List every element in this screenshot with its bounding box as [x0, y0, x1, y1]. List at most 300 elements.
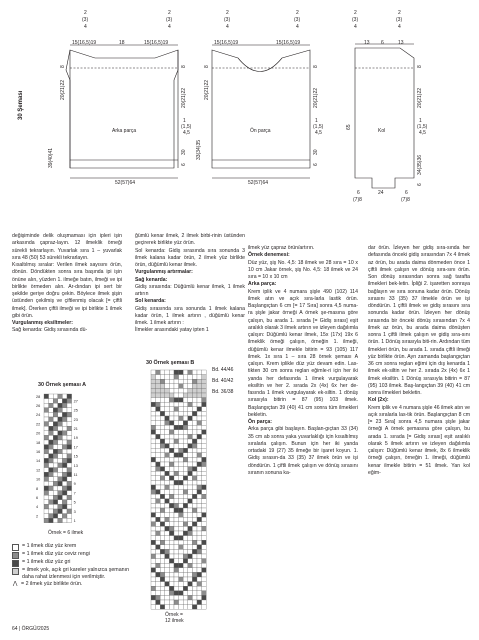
chart-b-cell [174, 559, 179, 564]
chart-b-cell [197, 591, 202, 596]
chart-b-cell [156, 398, 161, 403]
chart-b-cell [160, 375, 165, 380]
chart-b-cell [197, 549, 202, 554]
chart-a-cell [53, 468, 58, 473]
chart-b-cell [174, 563, 179, 568]
chart-b-cell [192, 494, 197, 499]
chart-b-cell [151, 595, 156, 600]
chart-b-cell [151, 430, 156, 435]
chart-b-cell [188, 457, 193, 462]
paragraph: dar örün. İzleyen her gidiş sıra-sında her defasında önceki gidiş sırasından 7x 4 ilmek az örün, bu arada daima dönmeden önce 1 çiftli ilmek çalışın ve dönüş sıra-sını örün. Son dönüş sırasından sonra sağ tarafta ilmekleri bek-letin. İpliği 2. işaretten sonraya bağlayın ve sıra sonuna kadar örün. Dönüş sırasını 33 (35) 37 ilmekle örün ve işi döndürün. 1 çiftli ilmek ve gidiş sırasını sıra sonunda kadar örün. İzleyen her dönüş sırasında bir önceki dönüş sırasından 7x 4 ilmek az örün, bu arada daima dönüşten sonra 1 çiftli ilmek çalışın ve gidiş sıra-sını örün. 1 Dönüş sırasıyla biti-rin. Ardından tüm ilmekleri örün, bu arada 1. sırada çiftli ilmeği yüz birlikte örün. Ayrı zamanda başlangıçtan 36 cm sonra reglan eğimi için dış kenarda 1 ilmek ek-siltin ve her 2. sırada 2x (4x) 6x 1 ilmek eksiltin. 1 Dönüş sırasıyla bitirin = 87 (95) 103 ilmek. Baş-langıçtan 39 (40) 41 cm sonra ilmekleri bekletin. [368, 245, 470, 396]
chart-b-cell [165, 572, 170, 577]
chart-b-cell [197, 485, 202, 490]
chart-a-row-number: 17 [73, 445, 78, 450]
chart-b-cell [151, 536, 156, 541]
chart-b-cell [197, 517, 202, 522]
chart-a-row-number: 25 [73, 408, 78, 413]
chart-b-cell [179, 407, 184, 412]
chart-b-cell [160, 531, 165, 536]
paragraph: Krem iplik ve 4 numara şişle 490 (102) 114 ilmek atın ve açık sıra-larla lastik örün. Başlangıçtan 6 cm [= 17 Sıra] sonra 4,5 numa-ra şişle jakar örneği A örnek şe-masına göre çalışın, bu arada 1. sırada [= Gidiş sırası] eşit aralıklı olarak 3 ilmek artırın ve izleyen dağılımla çalışın: Düğümlü kenar ilmek, 15x (17x) 19x 6 ilmeklik örneği çalışın, örneğin 1. ilmeği, düğümlü kenar ilmekle bitirin = 93 (105) 117 ilmek. 1x sıra 1 – sıra 28 örnek şeması A çalışın. Krem iplikle düz yüz devam edin. Las-tikten 30 cm sonra reglan eğimle-ri için her iki yanda her defasında 1 ilmek vurgulayarak eksiltin ve her 2. sırada 2x (4x) 6x her de-fasında 1 ilmek vurgulayarak ek-siltin. 1 dönüş sırasıyla bitirin = 87 (95) 103 ilmek. Başlangıçtan 39 (40) 41 cm sonra tüm ilmekleri bekletin. [248, 288, 358, 418]
chart-b-cell [169, 457, 174, 462]
chart-b-cell [192, 453, 197, 458]
legend-text: = 1 ilmek düz yüz ceviz rengi [22, 551, 90, 557]
chart-b-cell [197, 559, 202, 564]
chart-b-cell [197, 508, 202, 513]
chart-b-cell [188, 536, 193, 541]
back-right-dim-15: (1,5) [181, 124, 192, 130]
chart-b-cell [188, 411, 193, 416]
chart-a-cell [58, 486, 63, 491]
paragraph: İlmekler arasındaki yatay ipten 1 [135, 327, 209, 334]
back-title: Arka parça [112, 128, 137, 134]
chart-b-cell [160, 490, 165, 495]
chart-b-cell [169, 444, 174, 449]
chart-b-cell [169, 370, 174, 375]
chart-b-cell [151, 471, 156, 476]
chart-b-cell [197, 600, 202, 605]
chart-b-cell [156, 467, 161, 472]
chart-b-cell [188, 467, 193, 472]
chart-a-cell [53, 477, 58, 482]
chart-b-cell [183, 388, 188, 393]
chart-a-cell [62, 463, 67, 468]
chart-b-cell [179, 595, 184, 600]
chart-b-cell [183, 393, 188, 398]
chart-a-cell [44, 412, 49, 417]
chart-b-cell [188, 494, 193, 499]
chart-b-cell [183, 421, 188, 426]
chart-b-cell [151, 480, 156, 485]
svg-text:(3): (3) [396, 17, 403, 23]
chart-b-cell [192, 522, 197, 527]
chart-b-cell [192, 485, 197, 490]
chart-b-cell [160, 476, 165, 481]
chart-a-cell [67, 399, 72, 404]
chart-b-cell [165, 462, 170, 467]
chart-b-cell [174, 540, 179, 545]
chart-b-cell [165, 499, 170, 504]
chart-b-cell [169, 388, 174, 393]
chart-a-cell [49, 468, 54, 473]
chart-a-cell [44, 518, 49, 523]
chart-b-cell [156, 457, 161, 462]
chart-b-cell [156, 595, 161, 600]
chart-a-cell [53, 422, 58, 427]
chart-b-cell [160, 379, 165, 384]
chart-a-cell [58, 509, 63, 514]
chart-b-cell [160, 467, 165, 472]
paragraph: ğümlü kenar ilmek, 2 ilmek birbi-rinin üstünden geçirerek birlikte yüz örün. [135, 233, 245, 247]
chart-b-cell [192, 457, 197, 462]
chart-b-cell [169, 439, 174, 444]
chart-b-cell [151, 600, 156, 605]
chart-a-cell [58, 514, 63, 519]
chart-a-cell [67, 518, 72, 523]
chart-b-cell [192, 448, 197, 453]
chart-b-cell [183, 549, 188, 554]
front-right-dim-top: 8 [313, 65, 319, 68]
chart-b-cell [165, 457, 170, 462]
chart-b-cell [192, 563, 197, 568]
chart-b-cell [183, 398, 188, 403]
chart-b-cell [165, 582, 170, 587]
chart-b-cell [151, 425, 156, 430]
chart-b-cell [156, 444, 161, 449]
chart-b-cell [174, 522, 179, 527]
chart-b-cell [174, 462, 179, 467]
sleeve-outline [355, 48, 414, 188]
chart-b-cell [174, 393, 179, 398]
chart-b-cell [197, 402, 202, 407]
chart-a-cell [49, 399, 54, 404]
chart-b-cell [160, 444, 165, 449]
chart-a-cell [62, 514, 67, 519]
chart-a-cell [53, 518, 58, 523]
chart-b-cell [160, 595, 165, 600]
chart-b-cell [151, 572, 156, 577]
chart-a-cell [67, 491, 72, 496]
chart-b-cell [165, 591, 170, 596]
chart-a-cell [49, 477, 54, 482]
chart-b-cell [169, 554, 174, 559]
chart-b-cell [151, 448, 156, 453]
chart-a-cell [58, 500, 63, 505]
front-right-dim-15: (1,5) [313, 124, 324, 130]
chart-a-row-number: 15 [73, 454, 78, 459]
chart-a-cell [67, 417, 72, 422]
chart-b-cell [192, 444, 197, 449]
chart-b-cell [179, 375, 184, 380]
chart-b-cell [192, 416, 197, 421]
chart-b-cell [156, 508, 161, 513]
chart-b-cell [151, 559, 156, 564]
chart-b-cell [156, 563, 161, 568]
chart-b-cell [188, 572, 193, 577]
chart-b-cell [174, 485, 179, 490]
svg-text:2: 2 [168, 10, 171, 16]
chart-b-cell [202, 499, 207, 504]
sleeve-right-dim-6: 6 [417, 183, 423, 186]
chart-a-cell [53, 403, 58, 408]
chart-b-cell [156, 531, 161, 536]
chart-b-cell [192, 476, 197, 481]
chart-b-cell [174, 416, 179, 421]
chart-a-cell [67, 495, 72, 500]
chart-b-cell [179, 379, 184, 384]
chart-b-cell [174, 370, 179, 375]
chart-b-cell [151, 522, 156, 527]
chart-b-cell [160, 605, 165, 610]
chart-a-cell [49, 417, 54, 422]
chart-a-cell [62, 435, 67, 440]
chart-b-cell [179, 434, 184, 439]
chart-b-cell [202, 476, 207, 481]
chart-a-cell [53, 408, 58, 413]
chart-b-cell [179, 490, 184, 495]
chart-b-cell [151, 453, 156, 458]
chart-b-cell [174, 467, 179, 472]
chart-b-cell [192, 393, 197, 398]
back-width-right: 15(16,5)19 [144, 40, 169, 46]
chart-a-cell [58, 422, 63, 427]
chart-b-cell [179, 554, 184, 559]
back-left-dim-bottom: 39(40)41 [48, 147, 54, 168]
chart-b-cell [169, 600, 174, 605]
chart-a-cell [58, 481, 63, 486]
chart-b-cell [169, 526, 174, 531]
chart-a-cell [62, 486, 67, 491]
chart-b-cell [179, 388, 184, 393]
chart-b-cell [174, 398, 179, 403]
sleeve-right-dim-15: (1,5) [417, 124, 428, 130]
chart-a-cell [58, 445, 63, 450]
chart-b-cell [183, 453, 188, 458]
chart-b-cell [156, 503, 161, 508]
chart-a-row-number: 12 [36, 468, 41, 473]
chart-b-cell [174, 499, 179, 504]
chart-a-cell [58, 394, 63, 399]
chart-a-cell [62, 449, 67, 454]
chart-b-cell [183, 490, 188, 495]
chart-b-cell [174, 577, 179, 582]
chart-b-cell [197, 471, 202, 476]
chart-b-cell [151, 545, 156, 550]
front-left-dim-mid: 20(21)22 [204, 79, 210, 100]
front-left-dim-top: 8 [204, 65, 210, 68]
chart-b-cell [165, 595, 170, 600]
chart-b-cell [169, 503, 174, 508]
chart-b-cell [169, 531, 174, 536]
chart-b-cell [192, 582, 197, 587]
chart-b-cell [179, 508, 184, 513]
chart-a-row-number: 3 [73, 509, 76, 514]
chart-b-cell [202, 471, 207, 476]
chart-a-row-number: 20 [36, 431, 41, 436]
chart-b-cell [183, 499, 188, 504]
chart-b-cell [169, 480, 174, 485]
section-heading: Sağ kenarda: [135, 276, 168, 283]
chart-a-cell [67, 468, 72, 473]
front-right-dim-6: 6 [313, 163, 319, 166]
chart-b-cell [169, 398, 174, 403]
chart-b-cell [169, 582, 174, 587]
chart-b-cell [165, 508, 170, 513]
chart-b-cell [188, 531, 193, 536]
chart-a-row-number: 9 [73, 482, 76, 487]
chart-a-cell [58, 463, 63, 468]
chart-b-cell [169, 545, 174, 550]
chart-b-cell [165, 563, 170, 568]
chart-b-cell [192, 434, 197, 439]
chart-b-cell [179, 453, 184, 458]
back-right-dim-top: 8 [181, 65, 187, 68]
sleeve-bottom-6b: 6 [405, 190, 408, 196]
chart-b-cell [165, 600, 170, 605]
chart-b-cell [151, 517, 156, 522]
chart-b-cell [169, 540, 174, 545]
svg-text:(3): (3) [294, 17, 301, 23]
chart-b-cell [197, 398, 202, 403]
chart-b-cell [202, 370, 207, 375]
chart-a-cell [53, 472, 58, 477]
chart-b-cell [188, 600, 193, 605]
chart-a-cell [44, 454, 49, 459]
chart-b-cell [192, 499, 197, 504]
chart-b-cell [156, 582, 161, 587]
chart-b-cell [169, 499, 174, 504]
chart-b-bd-2: Bd. 40/42 [212, 378, 234, 384]
chart-b-cell [160, 430, 165, 435]
chart-b-cell [183, 494, 188, 499]
text-column-3 [248, 245, 358, 477]
chart-b-cell [174, 379, 179, 384]
back-width-left: 15(16,5)19 [72, 40, 97, 46]
chart-b-cell [197, 554, 202, 559]
chart-a-cell [53, 463, 58, 468]
chart-b-cell [174, 517, 179, 522]
chart-b-cell [160, 577, 165, 582]
chart-b-cell [179, 586, 184, 591]
chart-b-cell [169, 425, 174, 430]
chart-a-cell [49, 431, 54, 436]
chart-a-cell [67, 481, 72, 486]
chart-b-cell [165, 402, 170, 407]
chart-a-cell [49, 518, 54, 523]
chart-b-cell [151, 398, 156, 403]
chart-a-row-number: 8 [36, 486, 39, 491]
sleeve-right-dim-45: 4,5 [419, 130, 426, 136]
chart-b-cell [197, 393, 202, 398]
chart-b-cell [160, 540, 165, 545]
chart-b-cell [202, 467, 207, 472]
chart-a-cell [53, 491, 58, 496]
chart-b-cell [156, 600, 161, 605]
chart-b-cell [192, 430, 197, 435]
chart-b-cell [169, 402, 174, 407]
chart-b-cell [160, 407, 165, 412]
chart-b-cell [202, 536, 207, 541]
chart-b-cell [165, 545, 170, 550]
chart-b-cell [197, 605, 202, 610]
chart-b-cell [156, 559, 161, 564]
chart-b-grid [143, 368, 233, 612]
chart-b-cell [160, 526, 165, 531]
chart-b-cell [183, 586, 188, 591]
chart-b-cell [188, 508, 193, 513]
chart-b-cell [188, 462, 193, 467]
front-right-dim-45: 4,5 [315, 130, 322, 136]
chart-b-cell [179, 430, 184, 435]
chart-b-cell [183, 476, 188, 481]
chart-b-cell [192, 503, 197, 508]
chart-b-cell [151, 531, 156, 536]
chart-b-cell [188, 540, 193, 545]
chart-b-cell [197, 476, 202, 481]
svg-text:2: 2 [354, 10, 357, 16]
chart-b-cell [192, 540, 197, 545]
chart-a-cell [67, 394, 72, 399]
chart-b-cell [174, 490, 179, 495]
chart-b-cell [156, 379, 161, 384]
chart-a-row-number: 27 [73, 399, 78, 404]
chart-b-cell [156, 384, 161, 389]
chart-b-cell [151, 549, 156, 554]
chart-b-cell [156, 393, 161, 398]
chart-b-cell [192, 595, 197, 600]
chart-b-cell [188, 595, 193, 600]
chart-b-cell [169, 453, 174, 458]
chart-b-cell [169, 591, 174, 596]
chart-b-cell [202, 563, 207, 568]
chart-b-cell [156, 375, 161, 380]
chart-b-cell [156, 421, 161, 426]
chart-b-cell [160, 421, 165, 426]
chart-a-row-number: 11 [73, 473, 78, 477]
back-left-dim-mid: 20(21)22 [60, 79, 66, 100]
chart-a-cell [62, 408, 67, 413]
chart-b-cell [160, 388, 165, 393]
chart-b-cell [165, 388, 170, 393]
chart-a-cell [44, 486, 49, 491]
legend-item [12, 567, 130, 581]
chart-b-cell [169, 421, 174, 426]
chart-b-cell [188, 577, 193, 582]
chart-b-cell [197, 499, 202, 504]
chart-b-cell [188, 393, 193, 398]
chart-b-cell [151, 508, 156, 513]
front-width-left: 15(16,5)19 [214, 40, 239, 46]
chart-b-cell [174, 568, 179, 573]
chart-b-cell [202, 485, 207, 490]
chart-b-cell [165, 444, 170, 449]
chart-b-cell [179, 462, 184, 467]
chart-b-cell [202, 411, 207, 416]
chart-b-cell [156, 407, 161, 412]
chart-b-cell [183, 559, 188, 564]
chart-b-cell [160, 591, 165, 596]
chart-b-cell [183, 485, 188, 490]
sleeve-right-dim-1: 1 [419, 118, 422, 124]
chart-a-cell [62, 394, 67, 399]
chart-b-cell [169, 517, 174, 522]
chart-b-cell [188, 559, 193, 564]
chart-a-cell [67, 458, 72, 463]
chart-b-cell [165, 517, 170, 522]
chart-b-cell [174, 444, 179, 449]
chart-b-cell [197, 540, 202, 545]
chart-b-cell [169, 568, 174, 573]
chart-a-cell [49, 412, 54, 417]
chart-b-cell [197, 572, 202, 577]
chart-a-cell [49, 445, 54, 450]
chart-a-row-number: 22 [36, 422, 41, 427]
chart-b-cell [179, 591, 184, 596]
chart-b-cell [183, 503, 188, 508]
chart-a-cell [44, 477, 49, 482]
chart-b-cell [151, 485, 156, 490]
chart-b-cell [151, 439, 156, 444]
chart-a-row-number: 23 [73, 417, 78, 422]
legend-swatch [12, 544, 19, 551]
chart-b-cell [183, 508, 188, 513]
chart-b-cell [202, 398, 207, 403]
chart-b-cell [156, 605, 161, 610]
chart-a-cell [67, 440, 72, 445]
size-label: 30 Şeması [18, 90, 24, 120]
chart-a-cell [67, 486, 72, 491]
chart-b-cell [179, 503, 184, 508]
svg-text:2: 2 [296, 10, 299, 16]
